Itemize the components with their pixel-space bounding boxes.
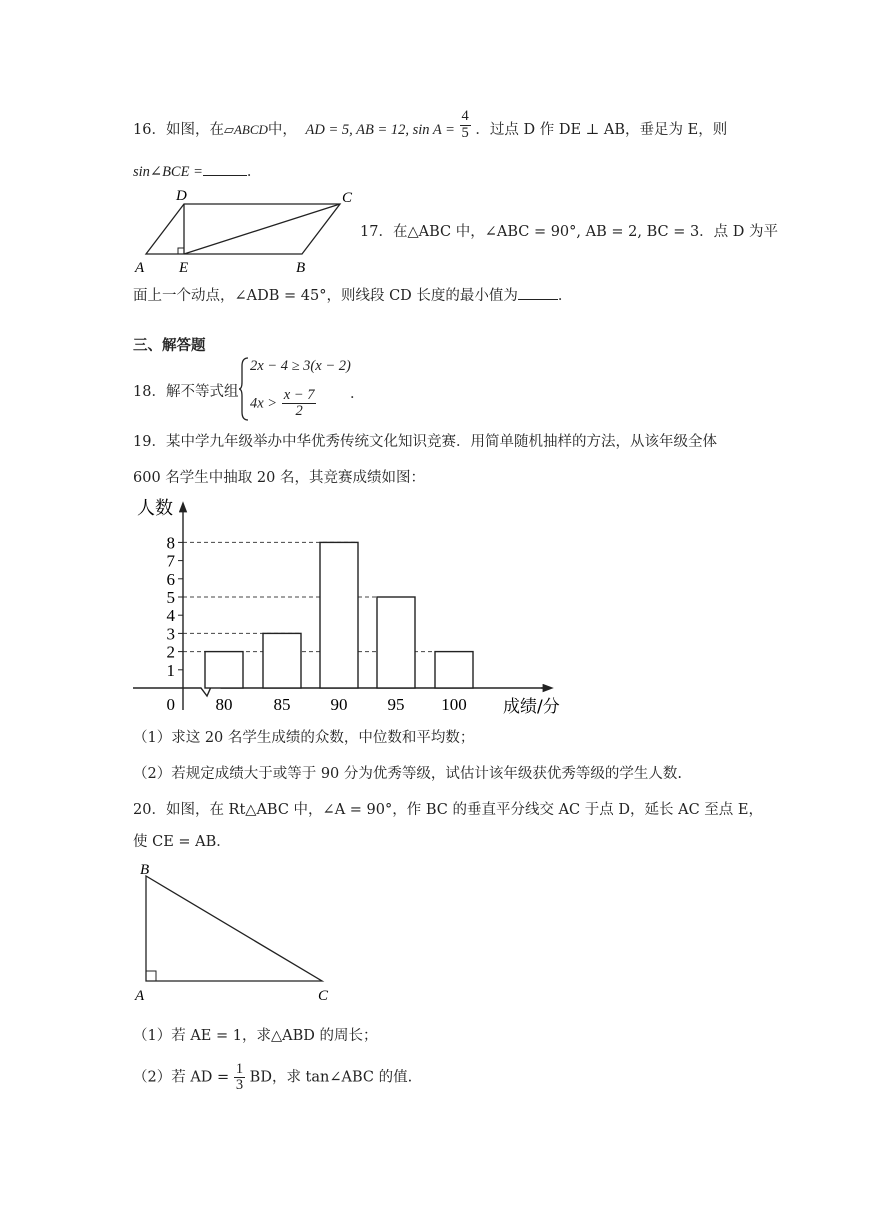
y-tick-label: 5 — [166, 588, 175, 607]
q20-part1: （1）若 AE = 1，求△ABD 的周长； — [133, 1028, 378, 1044]
q20-frac-den: 3 — [235, 1077, 244, 1094]
x-tick-label: 80 — [215, 695, 233, 714]
y-axis-label: 人数 — [137, 498, 173, 519]
parallelogram-shape — [146, 204, 340, 254]
label-B: B — [296, 260, 306, 276]
q16-frac-num: 4 — [461, 108, 469, 125]
q17-line2-text: 面上一个动点，∠ADB = 45°，则线段 CD 长度的最小值为 — [133, 288, 518, 304]
label-C: C — [318, 988, 329, 1004]
q20-line1: 20．如图，在 Rt△ABC 中，∠A = 90°，作 BC 的垂直平分线交 AC 于点 D，延长 AC 至点 E， — [133, 802, 763, 818]
y-tick-label: 6 — [166, 569, 175, 589]
q16-sin-expr: sin∠BCE = — [133, 164, 203, 180]
label-A: A — [135, 260, 145, 276]
label-A: A — [135, 988, 145, 1004]
q16-text-a: 16．如图，在 — [133, 122, 224, 138]
q16-text-c: 中， — [267, 122, 297, 138]
y-tick-label: 7 — [166, 551, 175, 571]
bar — [205, 652, 243, 688]
q18-fraction — [282, 388, 317, 419]
q18-frac-den: 2 — [295, 403, 303, 420]
x-axis-label: 成绩/分 — [503, 697, 560, 717]
q20-part2-b: BD，求 tan∠ABC 的值. — [249, 1069, 413, 1086]
q18-ineq2-left: 4x > — [250, 395, 278, 412]
q16-equation: AD = 5, AB = 12, sin A = — [305, 122, 455, 138]
q18-inequality-2 — [250, 388, 316, 419]
q20-figure — [130, 858, 340, 1006]
q16-figure — [130, 186, 360, 276]
origin-label: 0 — [166, 695, 175, 714]
x-tick-label: 95 — [387, 695, 405, 714]
q16-text-d: ．过点 D 作 DE ⊥ AB，垂足为 E，则 — [475, 122, 728, 138]
bar — [377, 597, 415, 688]
q17-period: ． — [557, 288, 573, 304]
q19-line1: 19．某中学九年级举办中华优秀传统文化知识竞赛．用简单随机抽样的方法，从该年级全体 — [133, 434, 717, 450]
y-tick-label: 1 — [166, 660, 175, 680]
q16-frac-den: 5 — [461, 124, 469, 141]
label-C: C — [342, 190, 353, 206]
q17-line1: 17．在△ABC 中，∠ABC = 90°, AB = 2, BC = 3．点 D 为平 — [360, 224, 779, 240]
q18-suffix: ． — [350, 386, 365, 402]
q19-part2: （2）若规定成绩大于或等于 90 分为优秀等级，试估计该年级获优秀等级的学生人数. — [133, 766, 683, 782]
y-tick-label: 2 — [166, 642, 175, 662]
q20-part2 — [133, 1062, 412, 1093]
q18-frac-num: x − 7 — [283, 387, 315, 403]
bar — [320, 542, 358, 688]
bar — [435, 652, 473, 688]
q18-prefix: 18．解不等式组 — [133, 384, 239, 400]
y-tick-label: 8 — [166, 533, 175, 553]
q16-fraction — [460, 109, 471, 140]
label-E: E — [179, 260, 189, 276]
q18-brace — [238, 356, 250, 422]
section-heading: 三、解答题 — [133, 338, 206, 354]
bar — [263, 633, 301, 688]
q17-line2 — [133, 284, 572, 305]
q16-line2 — [133, 160, 261, 181]
q19-line2: 600 名学生中抽取 20 名，其竞赛成绩如图： — [133, 470, 425, 486]
label-D: D — [176, 188, 187, 204]
x-tick-label: 90 — [330, 695, 348, 714]
x-tick-label: 85 — [273, 695, 291, 714]
q20-fraction — [234, 1062, 245, 1093]
q16-period: ． — [246, 164, 262, 180]
segment-EC — [184, 204, 340, 254]
score-bar-chart — [125, 492, 575, 724]
y-tick-label: 3 — [166, 624, 175, 644]
q20-part2-a: （2）若 AD = — [133, 1069, 230, 1086]
q19-part1: （1）求这 20 名学生成绩的众数，中位数和平均数； — [133, 730, 475, 746]
label-B: B — [140, 862, 150, 878]
q17-answer-blank — [518, 285, 558, 300]
q16-parallelogram: ▱ABCD — [223, 122, 268, 137]
q20-line2: 使 CE = AB． — [133, 834, 231, 850]
q16-answer-blank — [203, 161, 247, 176]
y-tick-label: 4 — [166, 606, 175, 626]
right-angle-mark — [146, 971, 156, 981]
q20-frac-num: 1 — [235, 1061, 244, 1077]
q18-inequality-1: 2x − 4 ≥ 3(x − 2) — [250, 358, 351, 374]
right-angle-mark — [178, 248, 184, 254]
triangle-ABC — [146, 876, 322, 981]
x-tick-label: 100 — [441, 695, 467, 714]
q16-line1 — [133, 108, 728, 141]
